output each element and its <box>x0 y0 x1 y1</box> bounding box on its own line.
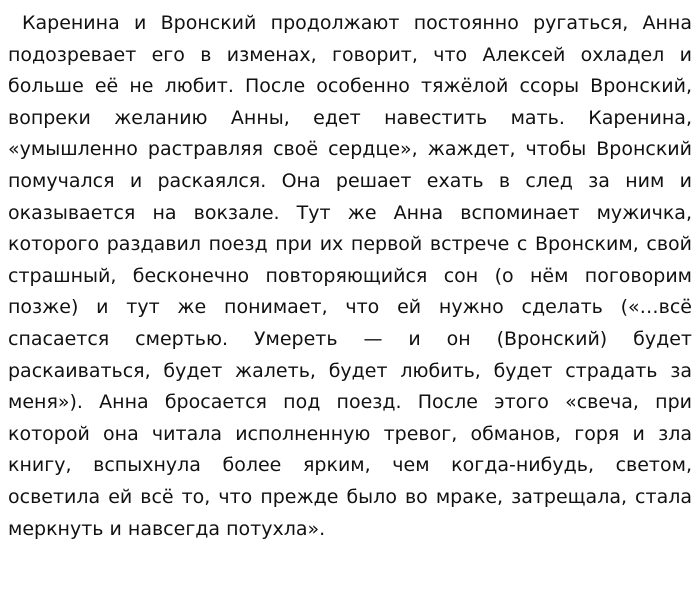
body-paragraph: Каренина и Вронский продолжают постоянно ругаться, Анна подозревает его в изменах, говорит, что Алексей охладел и больше её не любит. После особенно тяжёлой ссоры Вронский, вопреки желанию Анны, едет навестить мать. Каренина, «умышленно растравляя своё сердце», жаждет, чтобы Вронский помучался и раскаялся. Она решает ехать в след за ним и оказывается на вокзале. Тут же Анна вспоминает мужичка, которого раздавил поезд при их первой встрече с Вронским, свой страшный, бесконечно повторяющийся сон (о нём поговорим позже) и тут же понимает, что ей нужно сделать («…всё спасается смертью. Умереть — и он (Вронский) будет раскаиваться, будет жалеть, будет любить, будет страдать за меня»). Анна бросается под поезд. После этого «свеча, при которой она читала исполненную тревог, обманов, горя и зла книгу, вспыхнула более ярким, чем когда-нибудь, светом, осветила ей всё то, что прежде было во мраке, затрещала, стала меркнуть и навсегда потухла». <box>8 12 692 540</box>
